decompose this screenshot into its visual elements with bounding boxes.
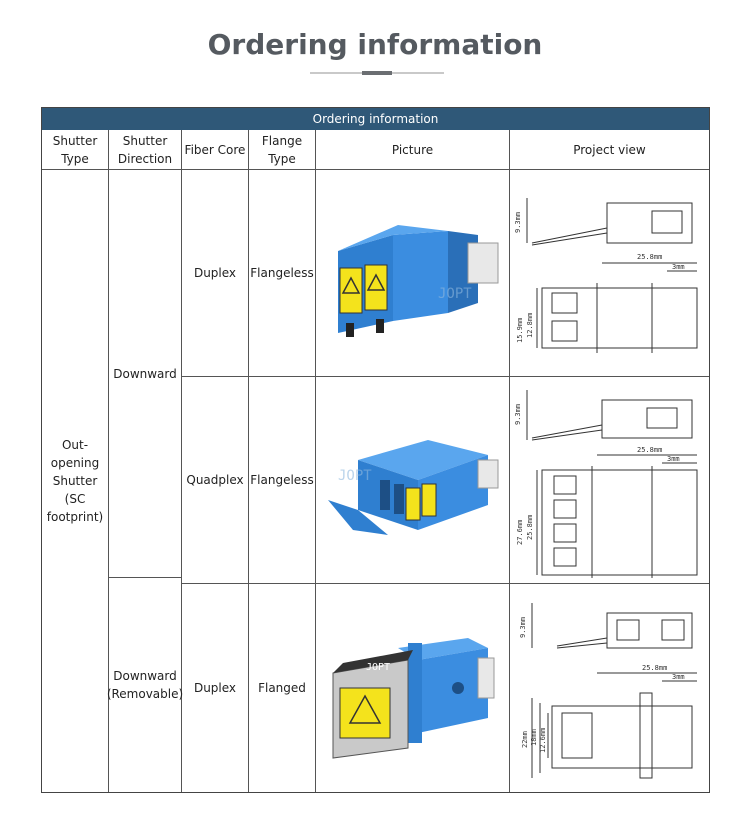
row3-fiber-core: Duplex [182, 584, 249, 792]
header-picture: Picture [316, 130, 510, 170]
dim-length-3: 25.8mm [642, 664, 668, 672]
duplex-flanged-drawing [512, 588, 707, 788]
quadplex-flangeless-drawing [512, 380, 707, 580]
dim-tab: 3mm [672, 263, 685, 271]
row1-flange-type: Flangeless [249, 170, 316, 377]
dim-top-2: 9.3mm [514, 403, 522, 425]
row1-fiber-core: Duplex [182, 170, 249, 377]
dim-height-outer-2: 27.6mm [516, 519, 524, 545]
shutter-direction-removable: Downward (Removable) [109, 578, 182, 792]
watermark-text: JOPT [437, 286, 472, 302]
dim-height-inner-3: 12.6mm [539, 727, 547, 753]
title-divider-accent [362, 71, 392, 75]
dim-tab-3: 3mm [672, 673, 685, 681]
row3-picture-cell [316, 584, 510, 792]
row2-picture-cell [316, 377, 510, 584]
watermark-text-2: JOPT [337, 468, 372, 484]
header-flange-type: Flange Type [249, 130, 316, 170]
dim-height-inner: 12.8mm [526, 312, 534, 338]
header-project-view: Project view [510, 130, 709, 170]
dim-length: 25.8mm [637, 253, 663, 261]
page-title: Ordering information [207, 28, 543, 61]
quadplex-flangeless-adapter-image [318, 380, 508, 580]
shutter-direction-downward: Downward [109, 170, 182, 578]
dim-top-3: 9.3mm [519, 616, 527, 638]
duplex-flangeless-adapter-image [318, 173, 508, 373]
row3-project-view-cell [510, 584, 709, 792]
dim-height-outer-3: 22mm [521, 731, 529, 748]
dim-height-outer: 15.9mm [516, 317, 524, 343]
shutter-type-cell: Out-opening Shutter (SC footprint) [42, 170, 109, 792]
table-banner: Ordering information [42, 108, 709, 130]
row3-flange-type: Flanged [249, 584, 316, 792]
dim-top: 9.3mm [514, 211, 522, 233]
duplex-flangeless-drawing [512, 173, 707, 373]
watermark-text-3: JOPT [365, 662, 390, 673]
ordering-table [41, 107, 710, 793]
row2-project-view-cell [510, 377, 709, 584]
header-shutter-direction: Shutter Direction [109, 130, 182, 170]
row1-picture-cell [316, 170, 510, 377]
row2-flange-type: Flangeless [249, 377, 316, 584]
dim-tab-2: 3mm [667, 455, 680, 463]
dim-height-mid-3: 18mm [530, 729, 538, 746]
row1-project-view-cell [510, 170, 709, 377]
header-shutter-type: Shutter Type [42, 130, 109, 170]
dim-length-2: 25.8mm [637, 446, 663, 454]
header-fiber-core: Fiber Core [182, 130, 249, 170]
row2-fiber-core: Quadplex [182, 377, 249, 584]
dim-height-inner-2: 25.8mm [526, 514, 534, 540]
duplex-flanged-removable-adapter-image [318, 588, 508, 788]
